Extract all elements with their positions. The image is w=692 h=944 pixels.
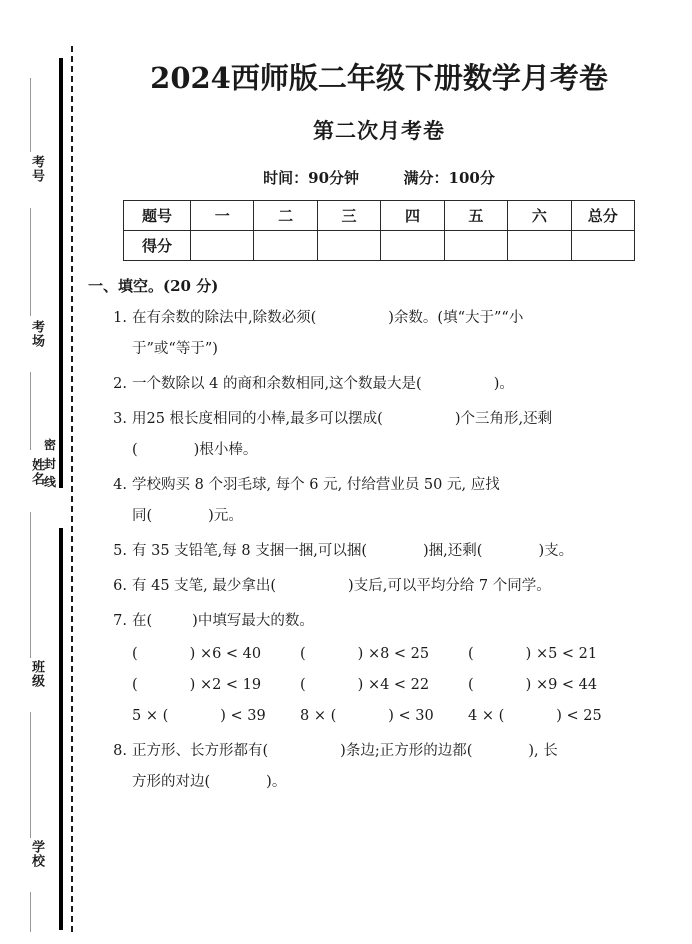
inequality-suffix: ) < 39 — [220, 708, 266, 725]
inequality-item — [132, 701, 300, 732]
exam-meta — [88, 167, 670, 188]
question-line: 学校购买 8 个羽毛球, 每个 6 元, 付给营业员 50 元, 应找 — [132, 477, 500, 494]
question-text: )中填写最大的数。 — [192, 613, 314, 630]
question-4 — [113, 470, 670, 532]
question-number: 7. — [113, 613, 127, 630]
question-number: 3. — [113, 411, 127, 428]
seal-char-feng: 封 — [43, 456, 56, 471]
question-text: 正方形、长方形都有( — [132, 743, 269, 760]
inequality-prefix: ( — [468, 677, 474, 694]
table-row-scores — [124, 231, 635, 261]
question-line — [132, 606, 670, 637]
score-table-col-total: 总分 — [571, 201, 634, 231]
question-text: 在( — [132, 613, 153, 630]
section-heading-label: 一、填空。 — [88, 277, 164, 296]
question-text: ( — [132, 442, 138, 459]
question-8 — [113, 736, 670, 798]
seal-rule — [30, 712, 31, 838]
seal-rule — [30, 372, 31, 450]
question-text: )条边;正方形的边都( — [340, 743, 473, 760]
question-line — [132, 435, 670, 466]
question-line — [132, 334, 670, 365]
seal-label-school: 学校 — [29, 840, 44, 868]
score-cell-1[interactable] — [191, 231, 254, 261]
question-text: )支后,可以平均分给 7 个同学。 — [348, 578, 551, 595]
seal-label-exam-room: 考场 — [29, 320, 44, 348]
question-text: )捆,还剩( — [423, 543, 483, 560]
inequality-suffix: ) < 30 — [388, 708, 434, 725]
seal-char-xian: 线 — [43, 475, 56, 490]
question-1 — [113, 303, 670, 365]
question-text: )元。 — [208, 508, 243, 525]
inequality-item — [132, 670, 300, 701]
page-subtitle: 第二次月考卷 — [313, 118, 445, 144]
question-text: )余数。(填“大于”“小 — [388, 310, 524, 327]
question-text: 有 35 支铅笔,每 8 支捆一捆,可以捆( — [132, 543, 367, 560]
exam-total-label: 满分：100分 — [403, 169, 495, 188]
inequality-row — [132, 701, 670, 732]
inequality-suffix: ) ×8 < 25 — [357, 646, 430, 663]
question-text: 有 45 支笔, 最少拿出( — [132, 578, 277, 595]
score-table-col-6: 六 — [508, 201, 571, 231]
table-row-question-numbers — [124, 201, 635, 231]
question-text: )支。 — [538, 543, 574, 560]
seal-rule — [30, 208, 31, 316]
inequality-item — [468, 701, 636, 732]
question-line — [132, 369, 670, 400]
score-cell-total[interactable] — [571, 231, 634, 261]
score-table-col-3: 三 — [317, 201, 380, 231]
seal-label-name: 姓名 — [29, 458, 44, 486]
inequality-prefix: ( — [132, 646, 138, 663]
question-line — [132, 501, 670, 532]
question-number: 1. — [113, 310, 127, 327]
question-6 — [113, 571, 670, 602]
score-table-col-5: 五 — [444, 201, 507, 231]
seal-solid-line-upper — [59, 58, 63, 488]
inequality-suffix: ) < 25 — [556, 708, 602, 725]
seal-solid-line-lower — [59, 528, 63, 930]
score-cell-3[interactable] — [317, 231, 380, 261]
score-table-header-score: 得分 — [124, 231, 191, 261]
question-line — [132, 767, 670, 798]
seal-rule — [30, 892, 31, 932]
question-number: 5. — [113, 543, 127, 560]
seal-dashed-line — [71, 46, 73, 932]
inequality-suffix: ) ×4 < 22 — [357, 677, 430, 694]
question-line — [132, 404, 670, 435]
question-line — [132, 736, 670, 767]
question-text: 在有余数的除法中,除数必须( — [132, 310, 317, 327]
inequality-prefix: 8 × ( — [300, 708, 337, 725]
question-list — [88, 303, 670, 798]
question-text: ), 长 — [528, 743, 558, 760]
question-text: )。 — [493, 376, 514, 393]
score-table — [123, 200, 635, 261]
inequality-item — [300, 670, 468, 701]
question-text: 同( — [132, 508, 153, 525]
question-2 — [113, 369, 670, 400]
inequality-suffix: ) ×6 < 40 — [189, 646, 262, 663]
inequality-item — [300, 701, 468, 732]
seal-rule — [30, 512, 31, 658]
seal-label-class: 班级 — [29, 660, 44, 688]
score-cell-6[interactable] — [508, 231, 571, 261]
inequality-row — [132, 670, 670, 701]
question-text: 一个数除以 4 的商和余数相同,这个数最大是( — [132, 376, 422, 393]
exam-time-label: 时间：90分钟 — [263, 169, 360, 188]
seal-margin — [0, 0, 78, 944]
question-number: 6. — [113, 578, 127, 595]
seal-label-exam-number: 考号 — [29, 155, 44, 183]
inequality-prefix: ( — [300, 677, 306, 694]
section-points: (20 分) — [163, 277, 219, 296]
seal-char-mi: 密 — [43, 438, 56, 452]
score-table-header-question: 题号 — [124, 201, 191, 231]
seal-rule — [30, 78, 31, 152]
question-line — [132, 571, 670, 602]
inequality-item — [468, 670, 636, 701]
inequality-prefix: 4 × ( — [468, 708, 505, 725]
inequality-prefix: ( — [468, 646, 474, 663]
question-text: )根小棒。 — [193, 442, 258, 459]
exam-sheet — [78, 0, 692, 944]
inequality-grid — [132, 639, 670, 732]
score-table-col-1: 一 — [191, 201, 254, 231]
score-cell-2[interactable] — [254, 231, 317, 261]
inequality-item — [132, 639, 300, 670]
score-cell-5[interactable] — [444, 231, 507, 261]
inequality-suffix: ) ×5 < 21 — [525, 646, 598, 663]
score-cell-4[interactable] — [381, 231, 444, 261]
score-table-col-4: 四 — [381, 201, 444, 231]
section-heading-fill-in-blanks — [88, 275, 670, 296]
question-7 — [113, 606, 670, 732]
question-text: 于”或“等于”) — [132, 341, 218, 358]
question-line — [132, 303, 670, 334]
question-number: 2. — [113, 376, 127, 393]
score-table-col-2: 二 — [254, 201, 317, 231]
inequality-item — [300, 639, 468, 670]
inequality-prefix: 5 × ( — [132, 708, 169, 725]
question-number: 4. — [113, 477, 127, 494]
question-5 — [113, 536, 670, 567]
seal-line-text — [42, 436, 58, 492]
inequality-suffix: ) ×2 < 19 — [189, 677, 262, 694]
question-text: )。 — [266, 774, 287, 791]
question-text: 方形的对边( — [132, 774, 211, 791]
inequality-prefix: ( — [132, 677, 138, 694]
page-title: 2024西师版二年级下册数学月考卷 — [150, 61, 608, 95]
inequality-row — [132, 639, 670, 670]
question-3 — [113, 404, 670, 466]
inequality-suffix: ) ×9 < 44 — [525, 677, 598, 694]
inequality-item — [468, 639, 636, 670]
inequality-prefix: ( — [300, 646, 306, 663]
question-line — [132, 536, 670, 567]
question-text: )个三角形,还剩 — [454, 411, 553, 428]
question-text: 用25 根长度相同的小棒,最多可以摆成( — [132, 411, 383, 428]
question-number: 8. — [113, 743, 127, 760]
